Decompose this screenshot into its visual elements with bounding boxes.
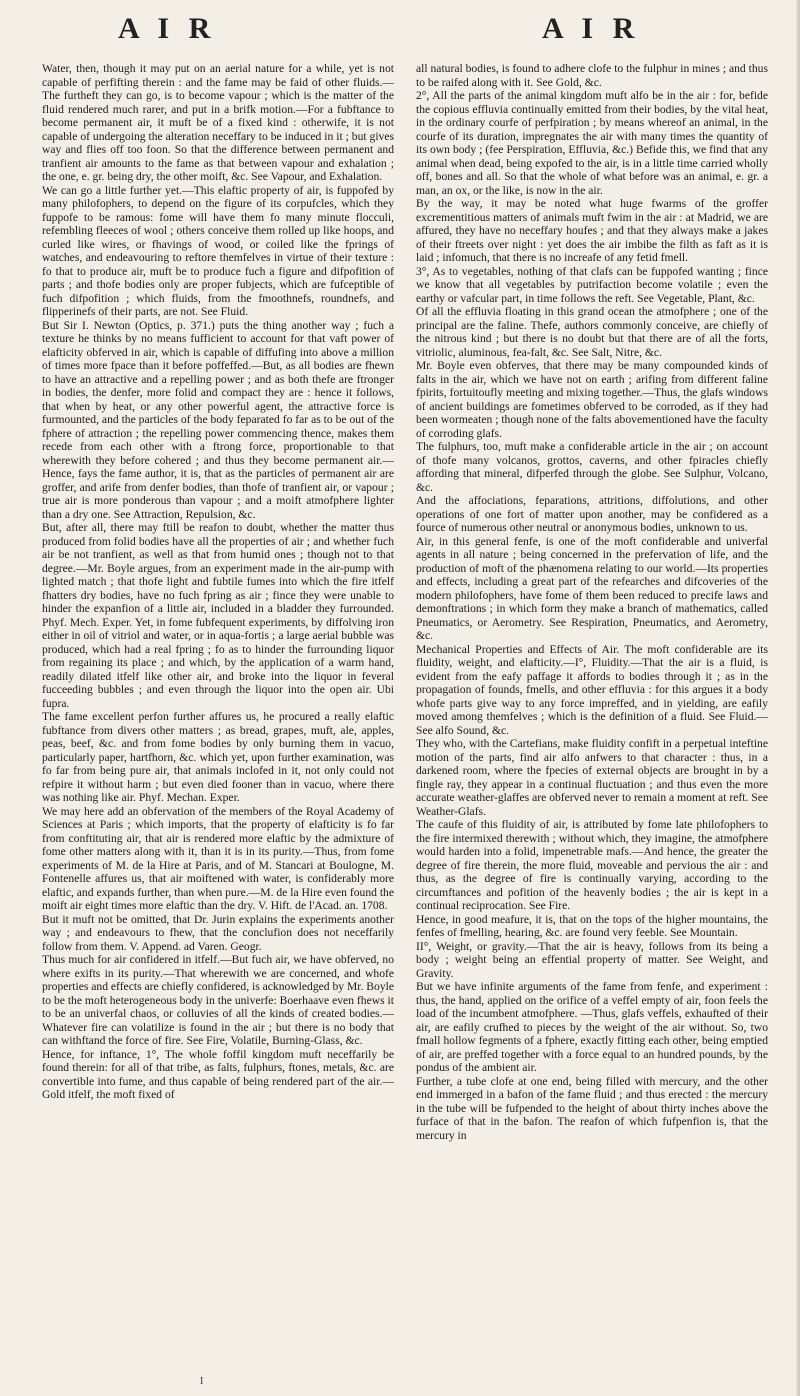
paragraph: Of all the effluvia floating in this grand ocean the atmofphere ; one of the principal are the faline. Thefe, authors commonly conceive, are chiefly of the nitrous kind ; but there is no doubt but that there are of all the forts, vitriolic, aluminous, fea-falt, &c. See Salt, Nitre, &c. <box>416 305 768 359</box>
paragraph: II°, Weight, or gravity.—That the air is heavy, follows from its being a body ; weight being an effential property of matter. See Weight, and Gravity. <box>416 939 768 980</box>
paragraph: Mr. Boyle even obferves, that there may be many compounded kinds of falts in the air, which we have not on earth ; arifing from different faline fpirits, fortuitoufly meeting and mixing together.—Thus, the glafs windows of ancient buildings are fometimes obferved to be corroded, as if they had been wormeaten ; though none of the falts abovementioned have the faculty of corroding glafs. <box>416 359 768 440</box>
paragraph: Air, in this general fenfe, is one of the moft confiderable and univerfal agents in all nature ; being concerned in the prefervation of life, and the production of moft of the phænomena relating to our world.—Its properties and effects, including a great part of the refearches and difcoveries of the modern philofophers, have fome of them been reduced to precife laws and demonftrations ; in which form they make a branch of mathematics, called Pneumatics, or Aerometry. See Respiration, Pneumatics, and Aerometry, &c. <box>416 534 768 642</box>
paragraph: But we have infinite arguments of the fame from fenfe, and experiment : thus, the hand, applied on the orifice of a veffel empty of air, foon feels the load of the incumbent atmofphere. —Thus, glafs veffels, exhaufted of their air, are eafily crufhed to pieces by the weight of the air without. So, two fmall hollow fegments of a fphere, exactly fitting each other, being emptied of air, are preffed together with a force equal to an hundred pounds, by the pondus of the ambient air. <box>416 980 768 1074</box>
right-column <box>416 62 768 1382</box>
paragraph: But Sir I. Newton (Optics, p. 371.) puts the thing another way ; fuch a texture he thinks by no means fufficient to account for that vaft power of elafticity obferved in air, which is capable of diffufing into above a million of times more fpace than it before poffeffed.—But, as all bodies are fhewn to have an attractive and a repelling power ; and as both thefe are ftronger in bodies, the denfer, more folid and compact they are : hence it follows, that when by heat, or any other powerful agent, the attractive force is furmounted, and the particles of the body feparated fo far as to be out of the fphere of attraction ; the repelling power commencing thence, makes them recede from each other with a ftrong force, proportionable to that wherewith they before cohered ; and thus they become permanent air.—Hence, fays the fame author, it is, that as the particles of permanent air are groffer, and arife from denfer bodies, than thofe of tranfient air, or vapour ; true air is more ponderous than vapour ; and a moift atmofphere lighter than a dry one. See Attraction, Repulsion, &c. <box>42 318 394 521</box>
paragraph: Hence, in good meafure, it is, that on the tops of the higher mountains, the fenfes of fmelling, hearing, &c. are found very feeble. See Mountain. <box>416 912 768 939</box>
paragraph: 2°, All the parts of the animal kingdom muft alfo be in the air : for, befide the copious effluvia continually emitted from their bodies, by the vital heat, in the ordinary courfe of perfpiration ; by means whereof an animal, in the courfe of its duration, impregnates the air with many times the quantity of its own body ; (fee Perspiration, Effluvia, &c.) Befide this, we find that any animal when dead, being expofed to the air, is in a little time carried wholly off, bones and all. So that the whole of what before was an animal, e. gr. a man, an ox, or the like, is now in the air. <box>416 89 768 197</box>
paragraph: We can go a little further yet.—This elaftic property of air, is fuppofed by many philofophers, to depend on the figure of its corpufcles, which they fuppofe to be ramous: fome will have them fo many minute flocculi, refembling fleeces of wool ; others conceive them rolled up like hoops, and curled like wires, or fhavings of wood, or coiled like the fprings of watches, and endeavouring to reftore themfelves in virtue of their texture : fo that to produce air, muft be to produce fuch a figure and difpofition of parts ; and thofe bodies only are proper fubjects, which are fufceptible of fuch difpofition ; which fluids, from the fmoothnefs, roundnefs, and flipperinefs of their parts, are not. See Fluid. <box>42 183 394 318</box>
page-edge <box>796 0 800 1396</box>
paragraph: all natural bodies, is found to adhere clofe to the fulphur in mines ; and thus to be raifed along with it. See Gold, &c. <box>416 62 768 89</box>
paragraph: But, after all, there may ftill be reafon to doubt, whether the matter thus produced from folid bodies have all the properties of air ; and whether fuch air be not tranfient, as well as that from humid ones ; though not to that degree.—Mr. Boyle argues, from an experiment made in the air-pump with lighted match ; that thofe light and fubtile fumes into which the fire itfelf fhatters dry bodies, have no fuch fpring as air ; fince they were unable to hinder the expanfion of a little air, included in a bladder they furrounded. Phyf. Mech. Exper. Yet, in fome fubfequent experiments, by diffolving iron either in oil of vitriol and water, or in aqua-fortis ; a large aerial bubble was produced, which had a real fpring ; fo as to hinder the furrounding liquor from regaining its place ; and which, by the application of a warm hand, readily dilated itfelf like other air, and broke into the liquor in feveral fucceeding bubbles ; and even through the liquor into the open air. Ubi fupra. <box>42 521 394 710</box>
paragraph: 3°, As to vegetables, nothing of that clafs can be fuppofed wanting ; fince we know that all vegetables by putrifaction become volatile ; even the earthy or vafcular part, in time follows the reft. See Vegetable, Plant, &c. <box>416 264 768 305</box>
paragraph: Thus much for air confidered in itfelf.—But fuch air, we have obferved, no where exifts in its purity.—That wherewith we are concerned, and whofe properties and effects are chiefly confidered, is acknowledged by Mr. Boyle to be the moft heterogeneous body in the univerfe: Boerhaave even fhews it to be an univerfal chaos, or colluvies of all the kinds of created bodies.—Whatever fire can volatilize is found in the air ; but there is no body that can withftand the force of fire. See Fire, Volatile, Burning-Glass, &c. <box>42 953 394 1047</box>
running-head-right: A I R <box>542 12 641 45</box>
paragraph: The fulphurs, too, muft make a confiderable article in the air ; on account of thofe many volcanos, grottos, caverns, and other fpiracles chiefly affording that mineral, difperfed through the globe. See Sulphur, Volcano, &c. <box>416 440 768 494</box>
signature-mark: I <box>200 1376 204 1387</box>
left-column <box>42 62 394 1378</box>
paragraph: Mechanical Properties and Effects of Air. The moft confiderable are its fluidity, weight, and elafticity.—I°, Fluidity.—That the air is a fluid, is evident from the eafy paffage it affords to bodies through it ; as in the propagation of founds, fmells, and other effluvia : for this argues it a body whofe parts give way to any force impreffed, and in yielding, are eafily moved among themfelves ; which is the definition of a fluid. See Fluid.—See alfo Sound, &c. <box>416 642 768 737</box>
running-head-left: A I R <box>118 12 217 45</box>
paragraph: The fame excellent perfon further affures us, he procured a really elaftic fubftance from divers other matters ; as bread, grapes, muft, ale, apples, peas, beef, &c. and from fome bodies by only burning them in vacuo, particularly paper, hartfhorn, &c. which yet, upon further examination, was fo far from being pure air, that animals inclofed in it, not only could not refpire it without harm ; but even died fooner than in vacuo, where there was nothing like air. Phyf. Mechan. Exper. <box>42 710 394 804</box>
paragraph: By the way, it may be noted what huge fwarms of the groffer excrementitious matters of animals muft fwim in the air : at Madrid, we are affured, they have no neceffary houfes ; and that they always make a jakes of their ftreets over night : yet does the air imbibe the filth as faft as it is laid ; infomuch, that there is no increafe of any fetid fmell. <box>416 197 768 264</box>
paragraph: We may here add an obfervation of the members of the Royal Academy of Sciences at Paris ; which imports, that the property of elafticity is fo far from conftituting air, that air is rendered more elaftic by the admixture of fome other matters along with it, than it is in its purity.—Thus, from fome experiments of M. de la Hire at Paris, and of M. Stancari at Boulogne, M. Fontenelle affures us, that air moiftened with water, is confiderably more elaftic, and expands further, than when pure.—M. de la Hire even found the moift air eight times more elaftic than the dry. V. Hift. de l'Acad. an. 1708. <box>42 804 394 912</box>
paragraph: They who, with the Cartefians, make fluidity confift in a perpetual inteftine motion of the parts, find air alfo anfwers to that character : thus, in a darkened room, where the fpecies of external objects are brought in by a fingle ray, they appear in a continual fluctuation ; and thus even the more accurate weather-glaffes are obferved never to remain a moment at reft. See Weather-Glafs. <box>416 737 768 818</box>
paragraph: The caufe of this fluidity of air, is attributed by fome late philofophers to the fire intermixed therewith ; without which, they imagine, the atmofphere would harden into a folid, impenetrable mafs.—And hence, the greater the degree of fire therein, the more fluid, moveable and pervious the air : and thus, as the degree of fire is continually varying, according to the circumftances and pofition of the heavenly bodies ; the air is kept in a continual reciprocation. See Fire. <box>416 818 768 912</box>
paragraph: And the affociations, feparations, attritions, diffolutions, and other operations of one fort of matter upon another, may be confidered as a fource of numerous other neutral or anonymous bodies, unknown to us. <box>416 494 768 534</box>
paragraph: Further, a tube clofe at one end, being filled with mercury, and the other end immerged in a bafon of the fame fluid ; and thus erected : the mercury in the tube will be fufpended to the height of about thirty inches above the furface of that in the bafon. The reafon of which fufpenfion is, that the mercury in <box>416 1074 768 1142</box>
paragraph: Hence, for inftance, 1°, The whole foffil kingdom muft neceffarily be found therein: for all of that tribe, as falts, fulphurs, ftones, metals, &c. are convertible into fume, and thus capable of being rendered part of the air.—Gold itfelf, the moft fixed of <box>42 1047 394 1101</box>
paragraph: Water, then, though it may put on an aerial nature for a while, yet is not capable of perfifting therein : and the fame may be faid of other fluids.—The furtheft they can go, is to become vapour ; which is the matter of the fluid rendered much rarer, and put in a brifk motion.—For a fubftance to become permanent air, it muft be of a fixed kind : otherwife, it is not capable of undergoing the alteration neceffary to be induced in it ; but gives way and flies off too foon. So that the difference between permanent and tranfient air amounts to the fame as that between vapour and exhalation ; the one, e. gr. being dry, the other moift, &c. See Vapour, and Exhalation. <box>42 62 394 183</box>
paragraph: But it muft not be omitted, that Dr. Jurin explains the experiments another way ; and endeavours to fhew, that the conclufion does not neceffarily follow from them. V. Append. ad Varen. Geogr. <box>42 912 394 953</box>
